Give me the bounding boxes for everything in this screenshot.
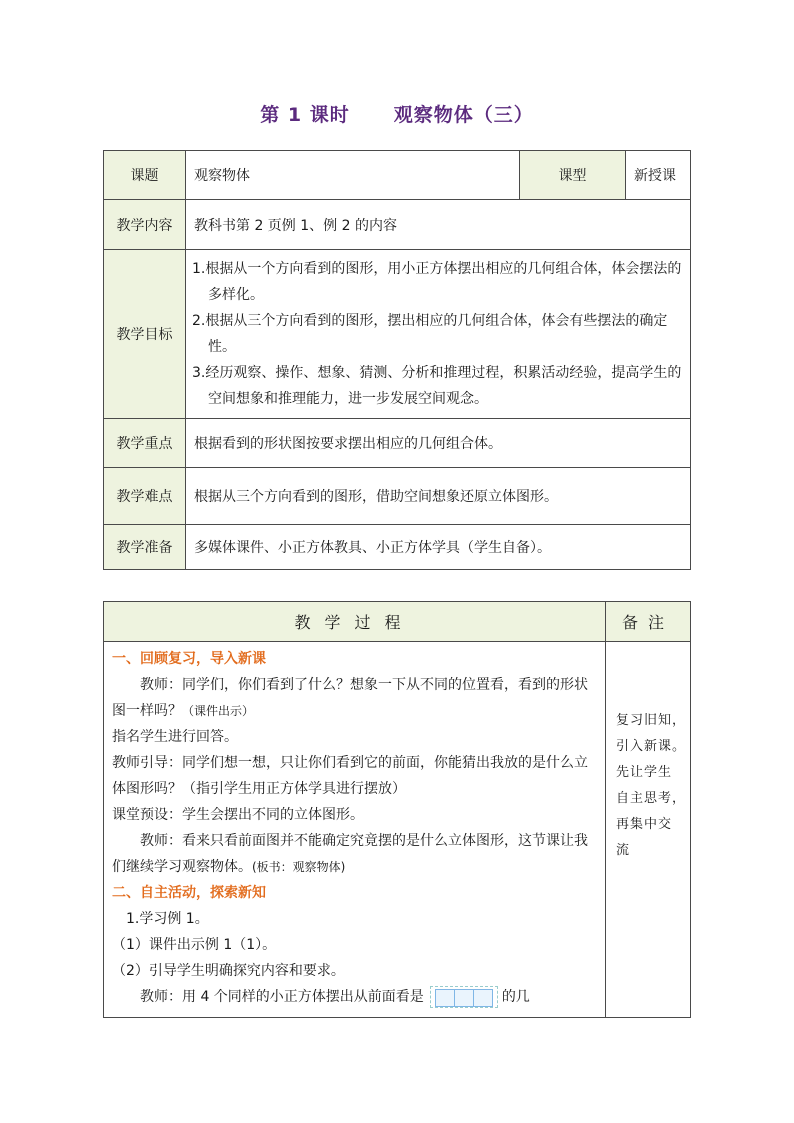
paragraph: （1）课件出示例 1（1）。 [112,937,277,953]
paragraph: 课堂预设：学生会摆出不同的立体图形。 [112,807,364,823]
prep-label: 教学准备 [104,525,186,570]
remark-line: 流 [616,843,631,858]
difficult-value: 根据从三个方向看到的图形，借助空间想象还原立体图形。 [186,468,691,525]
paragraph: 指名学生进行回答。 [112,729,238,745]
cube-front-view-figure [430,986,498,1008]
remark-line: 复习旧知， [616,713,687,728]
remark-line: 引入新课。 [616,739,687,754]
key-value: 根据看到的形状图按要求摆出相应的几何组合体。 [186,419,691,468]
paragraph: 1.学习例 1。 [126,911,209,927]
content-label: 教学内容 [104,200,186,250]
goal-item: 2.根据从三个方向看到的图形，摆出相应的几何组合体，体会有些摆法的确定性。 [192,313,668,355]
note-header: 备注 [606,602,691,642]
difficult-label: 教学难点 [104,468,186,525]
remark-line: 先让学生 [616,765,673,780]
section-heading: 二、自主活动，探索新知 [112,885,266,901]
remark-line: 自主思考， [616,791,687,806]
goal-item: 1.根据从一个方向看到的图形，用小正方体摆出相应的几何组合体，体会摆法的多样化。 [192,261,682,303]
page-title: 第 1 课时 观察物体（三） [260,104,534,126]
paragraph: 教师引导：同学们想一想，只让你们看到它的前面，你能猜出我放的是什么立体图形吗？（指引学生用正方体学具进行摆放） [112,755,588,797]
content-value: 教科书第 2 页例 1、例 2 的内容 [186,200,691,250]
key-label: 教学重点 [104,419,186,468]
topic-label: 课题 [104,151,186,200]
process-header: 教学过程 [104,602,606,642]
section-heading: 一、回顾复习，导入新课 [112,651,266,667]
goals-list [186,250,691,419]
lesson-info-table [103,150,691,570]
type-label: 课型 [520,151,626,200]
goal-item: 3.经历观察、操作、想象、猜测、分析和推理过程，积累活动经验，提高学生的空间想象和推理能力，进一步发展空间观念。 [192,365,682,407]
prep-value: 多媒体课件、小正方体教具、小正方体学具（学生自备）。 [186,525,691,570]
remarks-column [606,642,691,1018]
type-value: 新授课 [626,151,691,200]
paragraph: 教师：用 4 个同样的小正方体摆出从前面看是 的几 [112,984,597,1010]
goals-label: 教学目标 [104,250,186,419]
paragraph: 教师：同学们，你们看到了什么？想象一下从不同的位置看，看到的形状图一样吗？（课件出示） [112,677,588,719]
process-content [104,642,606,1018]
topic-value: 观察物体 [186,151,520,200]
paragraph: 教师：看来只看前面图并不能确定究竟摆的是什么立体图形，这节课让我们继续学习观察物体。(板书：观察物体) [112,833,588,875]
teaching-process-table [103,601,691,1018]
paragraph: （2）引导学生明确探究内容和要求。 [112,963,345,979]
remark-line: 再集中交 [616,817,673,832]
